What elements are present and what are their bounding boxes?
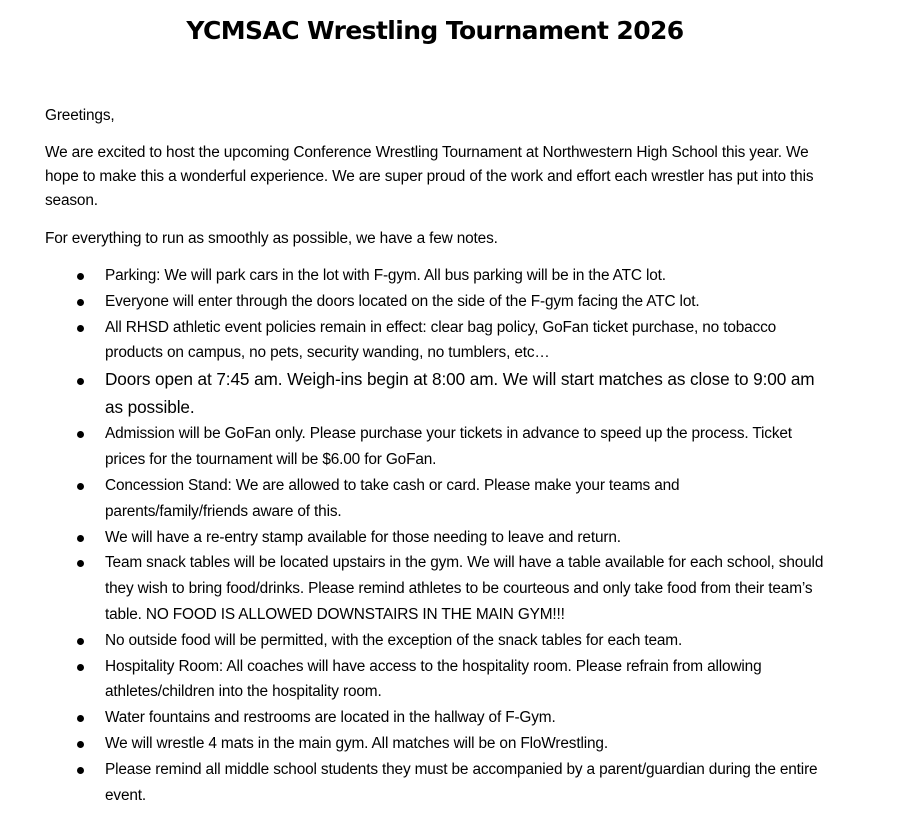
note-item-snack-tables [0,550,825,627]
intro-paragraph: We are excited to host the upcoming Conference Wrestling Tournament at Northwestern High School this year. We hope to make this a wonderful experience. We are super proud of the work and effort each wrestler has put into this season. [45,144,814,209]
bullet-icon [77,715,84,722]
note-item-mats [0,731,825,757]
note-text: Please remind all middle school students they must be accompanied by a parent/guardian during the entire event. [105,760,818,804]
bullet-icon [77,431,84,438]
notes-lead-text: For everything to run as smoothly as possible, we have a few notes. [45,230,498,247]
note-text: Everyone will enter through the doors located on the side of the F-gym facing the ATC lot. [105,292,700,310]
bullet-icon [77,560,84,567]
note-item-reentry [0,525,825,551]
note-item-entrance [0,289,825,315]
bullet-icon [77,741,84,748]
bullet-icon [77,378,84,385]
bullet-icon [77,664,84,671]
note-item-policies [0,315,825,367]
bullet-icon [77,638,84,645]
bullet-icon [77,273,84,280]
note-text: All RHSD athletic event policies remain in effect: clear bag policy, GoFan ticket purchase, no tobacco products on campus, no pets, security wanding, no tumblers, etc… [105,318,777,362]
note-item-outside-food [0,628,825,654]
note-item-parking [0,263,825,289]
note-item-schedule [0,366,825,421]
note-item-hospitality [0,654,825,706]
note-text: We will wrestle 4 mats in the main gym. All matches will be on FloWrestling. [105,734,608,752]
note-item-concession [0,473,825,525]
bullet-icon [77,325,84,332]
bullet-icon [77,767,84,774]
note-text: Concession Stand: We are allowed to take cash or card. Please make your teams and parents/family/friends aware of this. [105,476,680,520]
document-title: YCMSAC Wrestling Tournament 2026 [186,16,684,45]
bullet-icon [77,535,84,542]
note-text: Hospitality Room: All coaches will have access to the hospitality room. Please refrain from allowing athletes/children into the hospitality room. [105,657,762,701]
greeting-text: Greetings, [45,107,115,124]
notes-list [0,263,898,808]
note-text: Team snack tables will be located upstairs in the gym. We will have a table available for each school, should they wish to bring food/drinks. Please remind athletes to be courteous and only take food from their team’s table. NO FOOD IS ALLOWED DOWNSTAIRS IN THE MAIN GYM!!! [105,554,824,623]
bullet-icon [77,299,84,306]
note-text: We will have a re-entry stamp available for those needing to leave and return. [105,528,621,546]
note-text: No outside food will be permitted, with the exception of the snack tables for each team. [105,631,683,649]
bullet-icon [77,483,84,490]
note-item-middle-school [0,757,825,809]
note-item-admission [0,421,825,473]
note-item-restrooms [0,705,825,731]
note-text: Admission will be GoFan only. Please purchase your tickets in advance to speed up the process. Ticket prices for the tournament will be $6.00 for GoFan. [105,425,792,469]
note-text: Parking: We will park cars in the lot with F-gym. All bus parking will be in the ATC lot. [105,267,666,284]
note-text: Water fountains and restrooms are located in the hallway of F-Gym. [105,709,556,727]
note-text: Doors open at 7:45 am. Weigh-ins begin at 8:00 am. We will start matches as close to 9:00 am as possible. [105,369,815,417]
